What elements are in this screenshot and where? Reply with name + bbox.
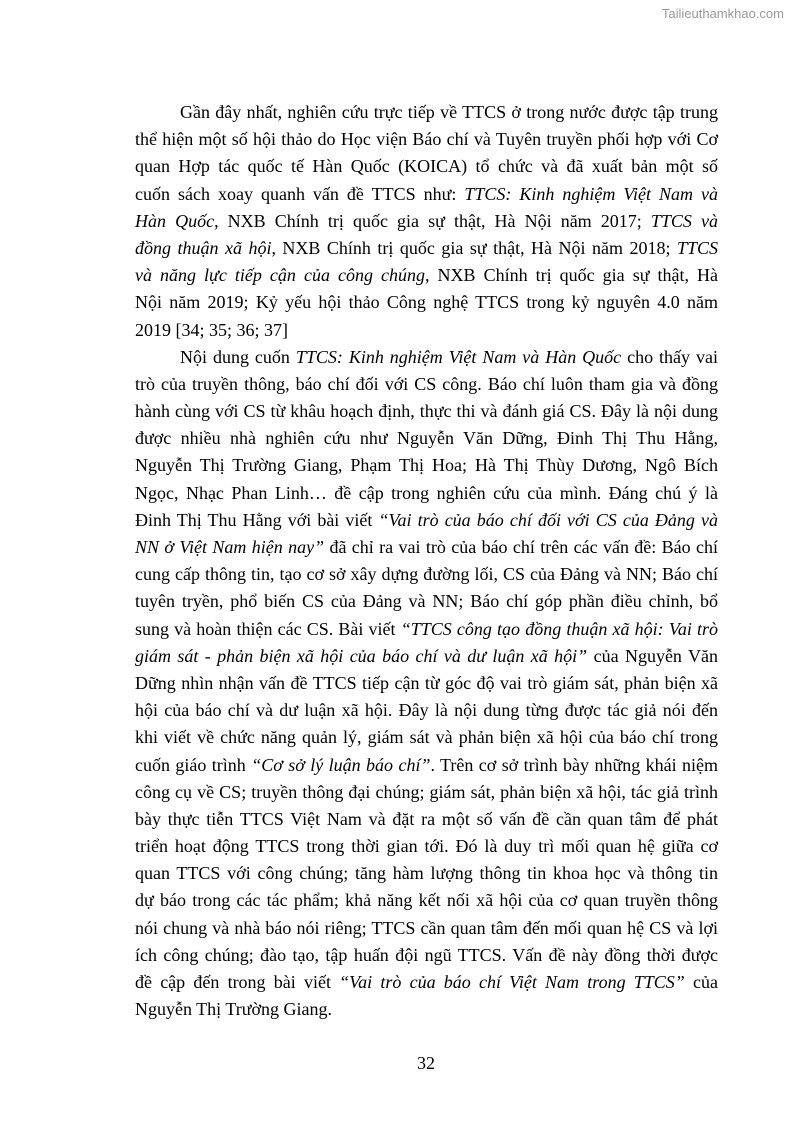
text-line — [135, 480, 718, 507]
body-text: Nguyễn Thị Trường Giang. — [135, 999, 332, 1020]
body-text: 2019 [34; 35; 36; 37] — [135, 319, 288, 340]
body-text: , NXB Chính trị quốc gia sự thật, Hà Nội năm 2018; — [271, 237, 677, 258]
text-line — [135, 561, 718, 588]
body-text: Nội năm 2019; Kỷ yếu hội thảo Công nghệ TTCS trong kỷ nguyên 4.0 năm — [135, 292, 718, 313]
text-line — [135, 371, 718, 398]
text-line — [135, 915, 718, 942]
page-number: 32 — [417, 1053, 435, 1073]
body-text: triển hoạt động TTCS trong thời gian tới. Đó là duy trì mối quan hệ giữa cơ — [135, 836, 718, 857]
text-line — [135, 235, 718, 262]
body-text: công cụ về CS; truyền thông đại chúng; giám sát, phản biện xã hội, tác giả trình — [135, 781, 718, 802]
text-line — [135, 425, 718, 452]
body-text: đã chỉ ra vai trò của báo chí trên các vấn đề: Báo chí — [324, 537, 719, 557]
body-text: Đinh Thị Thu Hằng với bài viết — [135, 509, 379, 530]
body-text: Ngọc, Nhạc Phan Linh… đề cập trong nghiên cứu của mình. Đáng chú ý là — [135, 482, 718, 503]
text-line — [135, 534, 718, 561]
body-text: cuốn giáo trình — [135, 754, 252, 775]
text-line — [135, 887, 718, 914]
text-line — [135, 289, 718, 316]
text-line — [135, 507, 718, 534]
text-line — [135, 860, 718, 887]
text-line — [135, 262, 718, 289]
body-text: Gần đây nhất, nghiên cứu trực tiếp về TTCS ở trong nước được tập trung — [180, 102, 718, 122]
italic-title-text: “Vai trò của báo chí đối với CS của Đảng và — [378, 509, 718, 530]
body-text: thể hiện một số hội thảo do Học viện Báo chí và Tuyên truyền phối hợp với Cơ — [135, 129, 718, 150]
watermark: Tailieuthamkhao.com — [661, 6, 784, 21]
body-text: ích công chúng; đào tạo, tập huấn đội ngũ TTCS. Vấn đề này đồng thời được — [135, 944, 718, 965]
italic-title-text: TTCS: Kinh nghiệm Việt Nam và — [464, 183, 718, 204]
body-text: của Nguyễn Văn — [587, 645, 718, 666]
body-text: sung và hoàn thiện các CS. Bài viết — [135, 618, 401, 639]
text-line — [135, 452, 718, 479]
body-text: , NXB Chính trị quốc gia sự thật, Hà — [425, 265, 719, 286]
text-line — [135, 779, 718, 806]
italic-title-text: và năng lực tiếp cận của công chúng — [135, 265, 425, 286]
text-line — [135, 833, 718, 860]
body-text: quan Hợp tác quốc tế Hàn Quốc (KOICA) tổ chức và đã xuất bản một số — [135, 156, 718, 177]
italic-title-text: TTCS và — [650, 210, 718, 231]
body-text: khi viết về chức năng quản lý, giám sát và phản biện xã hội của báo chí trong — [135, 727, 718, 748]
text-line — [135, 724, 718, 751]
text-line — [135, 697, 718, 724]
body-text: quan TTCS với công chúng; tăng hàm lượng thông tin khoa học và thông tin — [135, 863, 718, 884]
body-text: Nguyễn Thị Trường Giang, Phạm Thị Hoa; Hà Thị Thùy Dương, Ngô Bích — [135, 455, 718, 476]
text-line — [135, 616, 718, 643]
body-text: , NXB Chính trị quốc gia sự thật, Hà Nội năm 2017; — [214, 210, 651, 231]
italic-title-text: “TTCS công tạo đồng thuận xã hội: Vai trò — [400, 618, 718, 639]
body-text: cung cấp thông tin, tạo cơ sở xây dựng đường lối, CS của Đảng và NN; Báo chí — [135, 564, 718, 585]
italic-title-text: giám sát - phản biện xã hội của báo chí và dư luận xã hội” — [135, 645, 588, 666]
body-text: cuốn sách xoay quanh vấn đề TTCS như: — [135, 183, 465, 204]
body-text: đề cập đến trong bài viết — [135, 972, 340, 992]
text-line — [135, 99, 718, 126]
italic-title-text: TTCS — [676, 237, 719, 258]
paragraph — [135, 344, 718, 1024]
italic-title-text: NN ở Việt Nam hiện nay” — [135, 537, 325, 557]
text-line — [135, 996, 718, 1023]
body-text: bày thực tiễn TTCS Việt Nam và đặt ra một số vấn đề cần quan tâm để phát — [135, 808, 718, 829]
body-text: hành cùng với CS từ khâu hoạch định, thực thi và đánh giá CS. Đây là nội dung — [135, 401, 718, 422]
text-line — [135, 126, 718, 153]
text-line — [135, 153, 718, 180]
body-text: dự báo trong các tác phẩm; khả năng kết nối xã hội của cơ quan truyền thông — [135, 890, 718, 911]
body-text: . Trên cơ sở trình bày những khái niệm — [430, 754, 718, 775]
body-text: của — [684, 972, 718, 992]
body-text: trò của truyền thông, báo chí đối với CS công. Báo chí luôn tham gia và đồng — [135, 373, 718, 394]
italic-title-text: “Vai trò của báo chí Việt Nam trong TTCS” — [339, 972, 685, 992]
body-text: Dững nhìn nhận vấn đề TTCS tiếp cận từ góc độ vai trò giám sát, phản biện xã — [135, 672, 718, 693]
text-line — [135, 208, 718, 235]
text-line — [135, 752, 718, 779]
italic-title-text: Hàn Quốc — [135, 210, 215, 231]
text-line — [135, 942, 718, 969]
italic-title-text: đồng thuận xã hội — [135, 237, 272, 258]
paragraph — [135, 99, 718, 344]
text-line — [135, 398, 718, 425]
body-text: hội của báo chí và dư luận xã hội. Đây là nội dung từng được tác giả nói đến — [135, 700, 718, 721]
body-text: Nội dung cuốn — [180, 346, 296, 367]
text-line — [135, 670, 718, 697]
body-text: nói chung và nhà báo nói riêng; TTCS cần quan tâm đến mối quan hệ CS và lợi — [135, 917, 718, 938]
text-line — [135, 643, 718, 670]
text-line — [135, 969, 718, 996]
italic-title-text: “Cơ sở lý luận báo chí” — [251, 754, 431, 775]
text-line — [135, 806, 718, 833]
body-text: cho thấy vai — [621, 346, 718, 367]
italic-title-text: TTCS: Kinh nghiệm Việt Nam và Hàn Quốc — [295, 346, 622, 367]
text-line — [135, 588, 718, 615]
text-line — [135, 344, 718, 371]
body-text: được nhiều nhà nghiên cứu như Nguyễn Văn Dững, Đinh Thị Thu Hằng, — [135, 428, 718, 449]
text-line — [135, 181, 718, 208]
document-body — [135, 99, 718, 1023]
text-line — [135, 317, 718, 344]
body-text: tuyên tryền, phổ biến CS của Đảng và NN; Báo chí góp phần điều chỉnh, bổ — [135, 591, 718, 612]
